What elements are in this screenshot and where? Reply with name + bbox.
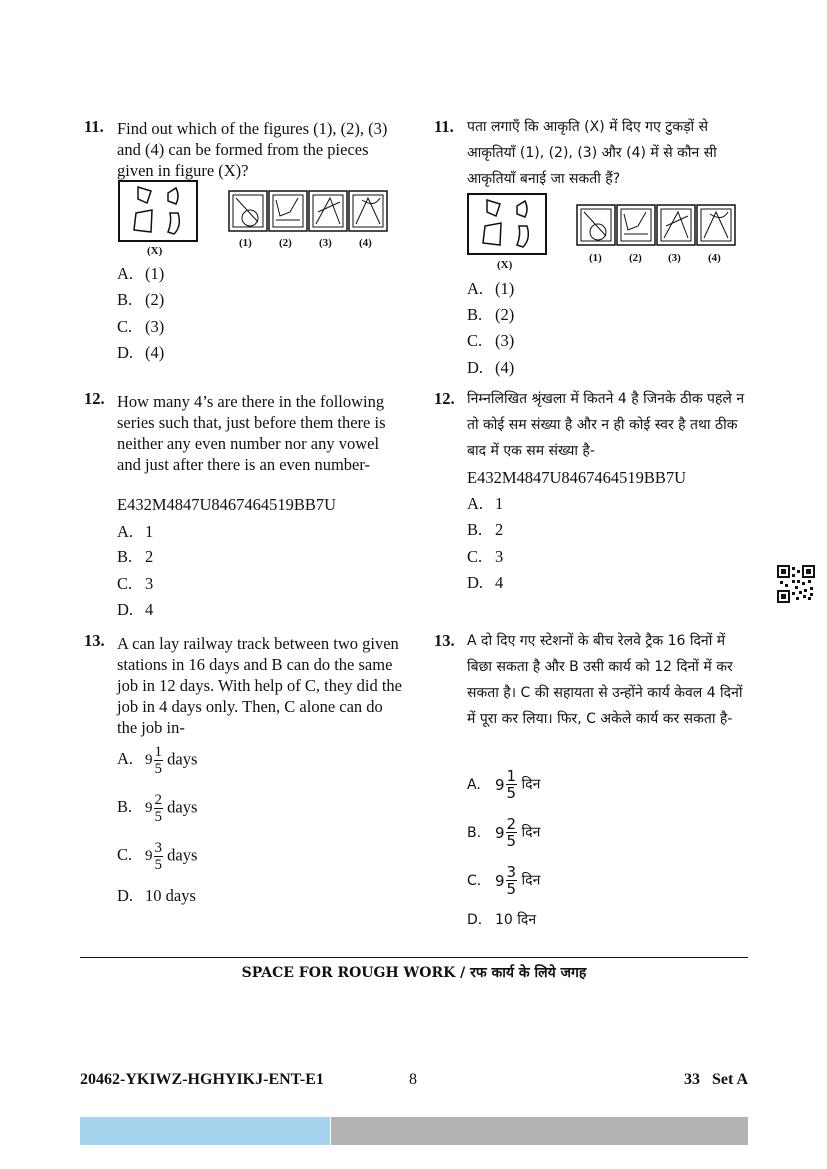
q11-en-option-b[interactable] [117,290,164,310]
option-value: 3 [145,574,154,593]
fraction-denominator: 5 [506,880,517,898]
fraction-whole: 9 [145,800,153,816]
q13-en-number: 13. [84,631,105,650]
q13-en-option-a[interactable] [117,744,197,777]
option-unit: days [167,749,198,769]
option-value: 4 [495,573,504,592]
q11-en-option-a[interactable] [117,264,164,284]
footer-set: 33 Set A [684,1071,748,1088]
option-label: A. [467,494,484,513]
q13-hi-number: 13. [434,631,455,650]
fraction-whole: 9 [145,848,153,864]
q11-hi-label-1: (1) [589,252,602,264]
q12-en-option-c[interactable] [117,574,153,594]
q11-hi-text: पता लगाएँ कि आकृति (X) में दिए गए टुकड़ों से आकृतियाँ (1), (2), (3) और (4) में से कौन सी आकृतियाँ बनाई जा सकती हैं? [467,119,717,187]
fraction-denominator: 5 [154,809,162,825]
option-label: A. [117,264,134,283]
q13-en-option-d[interactable] [117,886,196,906]
option-label: C. [467,331,483,350]
q13-en-option-b[interactable] [117,792,197,825]
q13-hi-option-b[interactable] [467,816,540,849]
q11-en-label-x: (X) [147,245,163,257]
q13-hi-option-c[interactable] [467,864,540,897]
option-value: 10 दिन [495,912,537,928]
q13-hi-option-d[interactable] [467,910,536,929]
option-value: (1) [145,264,165,283]
q12-hi-series: E432M4847U8467464519BB7U [467,468,687,487]
option-value: (2) [145,290,165,309]
fraction-numerator: 3 [154,840,162,856]
fraction-whole: 9 [495,775,505,794]
q11-en-option-c[interactable] [117,317,164,337]
fraction-numerator: 2 [154,792,162,808]
option-value: (3) [145,317,165,336]
option-label: D. [117,600,134,619]
option-label: C. [117,317,133,336]
fraction-numerator: 3 [506,863,517,881]
q11-hi-number: 11. [434,117,454,136]
option-unit: दिन [521,824,541,841]
q12-hi-option-d[interactable] [467,573,503,593]
option-value: (1) [495,279,515,298]
q11-hi-option-c[interactable] [467,331,514,351]
footer-bar-blue [80,1117,330,1145]
option-value: 1 [495,494,504,513]
fraction-whole: 9 [495,871,505,890]
q12-en-option-a[interactable] [117,522,153,542]
option-label: A. [117,522,134,541]
option-label: D. [117,343,134,362]
page-number: 8 [409,1071,417,1088]
option-value: (4) [495,358,515,377]
q13-hi-option-a[interactable] [467,768,540,801]
q11-hi-label-4: (4) [708,252,721,264]
q12-hi-option-a[interactable] [467,494,503,514]
qr-code-icon [777,565,815,603]
q12-en-series: E432M4847U8467464519BB7U [117,495,337,514]
option-label: A. [467,279,484,298]
option-label: C. [467,547,483,566]
q11-hi-label-2: (2) [629,252,642,264]
option-value: 1 [145,522,154,541]
option-label: C. [467,872,482,889]
fraction-denominator: 5 [154,857,162,873]
fraction-numerator: 1 [506,767,517,785]
fraction-numerator: 1 [154,744,162,760]
q12-en-option-b[interactable] [117,547,153,567]
q11-hi-figure-options [576,204,736,246]
q11-en-label-2: (2) [279,237,292,249]
q12-hi-option-c[interactable] [467,547,503,567]
option-unit: दिन [521,776,541,793]
q13-en-text: A can lay railway track between two given stations in 16 days and B can do the same job in 12 days. With help of C, they did the job in 4 days only. Then, C alone can do the job in- [117,634,403,737]
rough-work-divider [80,957,748,958]
fraction-denominator: 5 [154,761,162,777]
option-label: B. [467,305,483,324]
option-label: D. [467,358,484,377]
option-label: D. [467,912,483,928]
q12-en-option-d[interactable] [117,600,153,620]
option-value: 10 days [145,886,196,905]
q13-hi-text: A दो दिए गए स्टेशनों के बीच रेलवे ट्रैक 16 दिनों में बिछा सकता है और B उसी कार्य को 12 दिनों में कर सकता है। C की सहायता से उन्होंने कार्य केवल 4 दिनों में पूरा कर लिया। फिर, C अकेले कार्य कर सकता है- [467,633,743,727]
q11-en-option-d[interactable] [117,343,164,363]
option-unit: दिन [521,872,541,889]
option-value: 2 [495,520,504,539]
option-value: (3) [495,331,515,350]
q11-hi-option-b[interactable] [467,305,514,325]
q11-hi-figure-x [467,193,547,255]
option-label: B. [467,824,482,841]
option-label: C. [117,845,133,865]
q11-hi-label-3: (3) [668,252,681,264]
option-unit: days [167,797,198,817]
rough-work-label: SPACE FOR ROUGH WORK / रफ कार्य के लिये जगह [241,965,587,981]
option-label: D. [117,886,134,905]
option-label: B. [117,547,133,566]
q11-en-label-4: (4) [359,237,372,249]
footer-bar-gray [331,1117,748,1145]
q12-hi-text: निम्नलिखित श्रृंखला में कितने 4 है जिनके ठीक पहले न तो कोई सम संख्या है और न ही कोई स्वर है तथा ठीक बाद में एक सम संख्या है- [467,391,745,459]
q11-en-text: Find out which of the figures (1), (2), (3) and (4) can be formed from the pieces given in figure (X)? [117,119,388,180]
q11-en-figure-x [118,180,198,242]
q12-en-number: 12. [84,389,105,408]
q11-hi-option-d[interactable] [467,358,514,378]
option-label: A. [467,776,481,793]
fraction-denominator: 5 [506,832,517,850]
option-unit: days [167,845,198,865]
q12-hi-option-b[interactable] [467,520,503,540]
fraction-denominator: 5 [506,784,517,802]
q13-en-option-c[interactable] [117,840,197,873]
q11-en-number: 11. [84,117,104,136]
fraction-numerator: 2 [506,815,517,833]
option-label: B. [117,290,133,309]
fraction-whole: 9 [145,752,153,768]
q12-en-text: How many 4’s are there in the following series such that, just before them there is neither any even number nor any vowel and just after there is an even number- [117,392,386,474]
option-value: (4) [145,343,165,362]
option-label: D. [467,573,484,592]
q11-en-label-1: (1) [239,237,252,249]
fraction-whole: 9 [495,823,505,842]
option-label: B. [117,797,133,817]
q11-hi-option-a[interactable] [467,279,514,299]
q12-hi-number: 12. [434,389,455,408]
footer-code: 20462-YKIWZ-HGHYIKJ-ENT-E1 [80,1071,324,1088]
option-label: A. [117,749,134,769]
option-value: 3 [495,547,504,566]
q11-hi-label-x: (X) [497,259,513,271]
q11-en-label-3: (3) [319,237,332,249]
option-label: B. [467,520,483,539]
q11-en-figure-options [228,190,388,232]
option-value: (2) [495,305,515,324]
option-label: C. [117,574,133,593]
option-value: 2 [145,547,154,566]
option-value: 4 [145,600,154,619]
